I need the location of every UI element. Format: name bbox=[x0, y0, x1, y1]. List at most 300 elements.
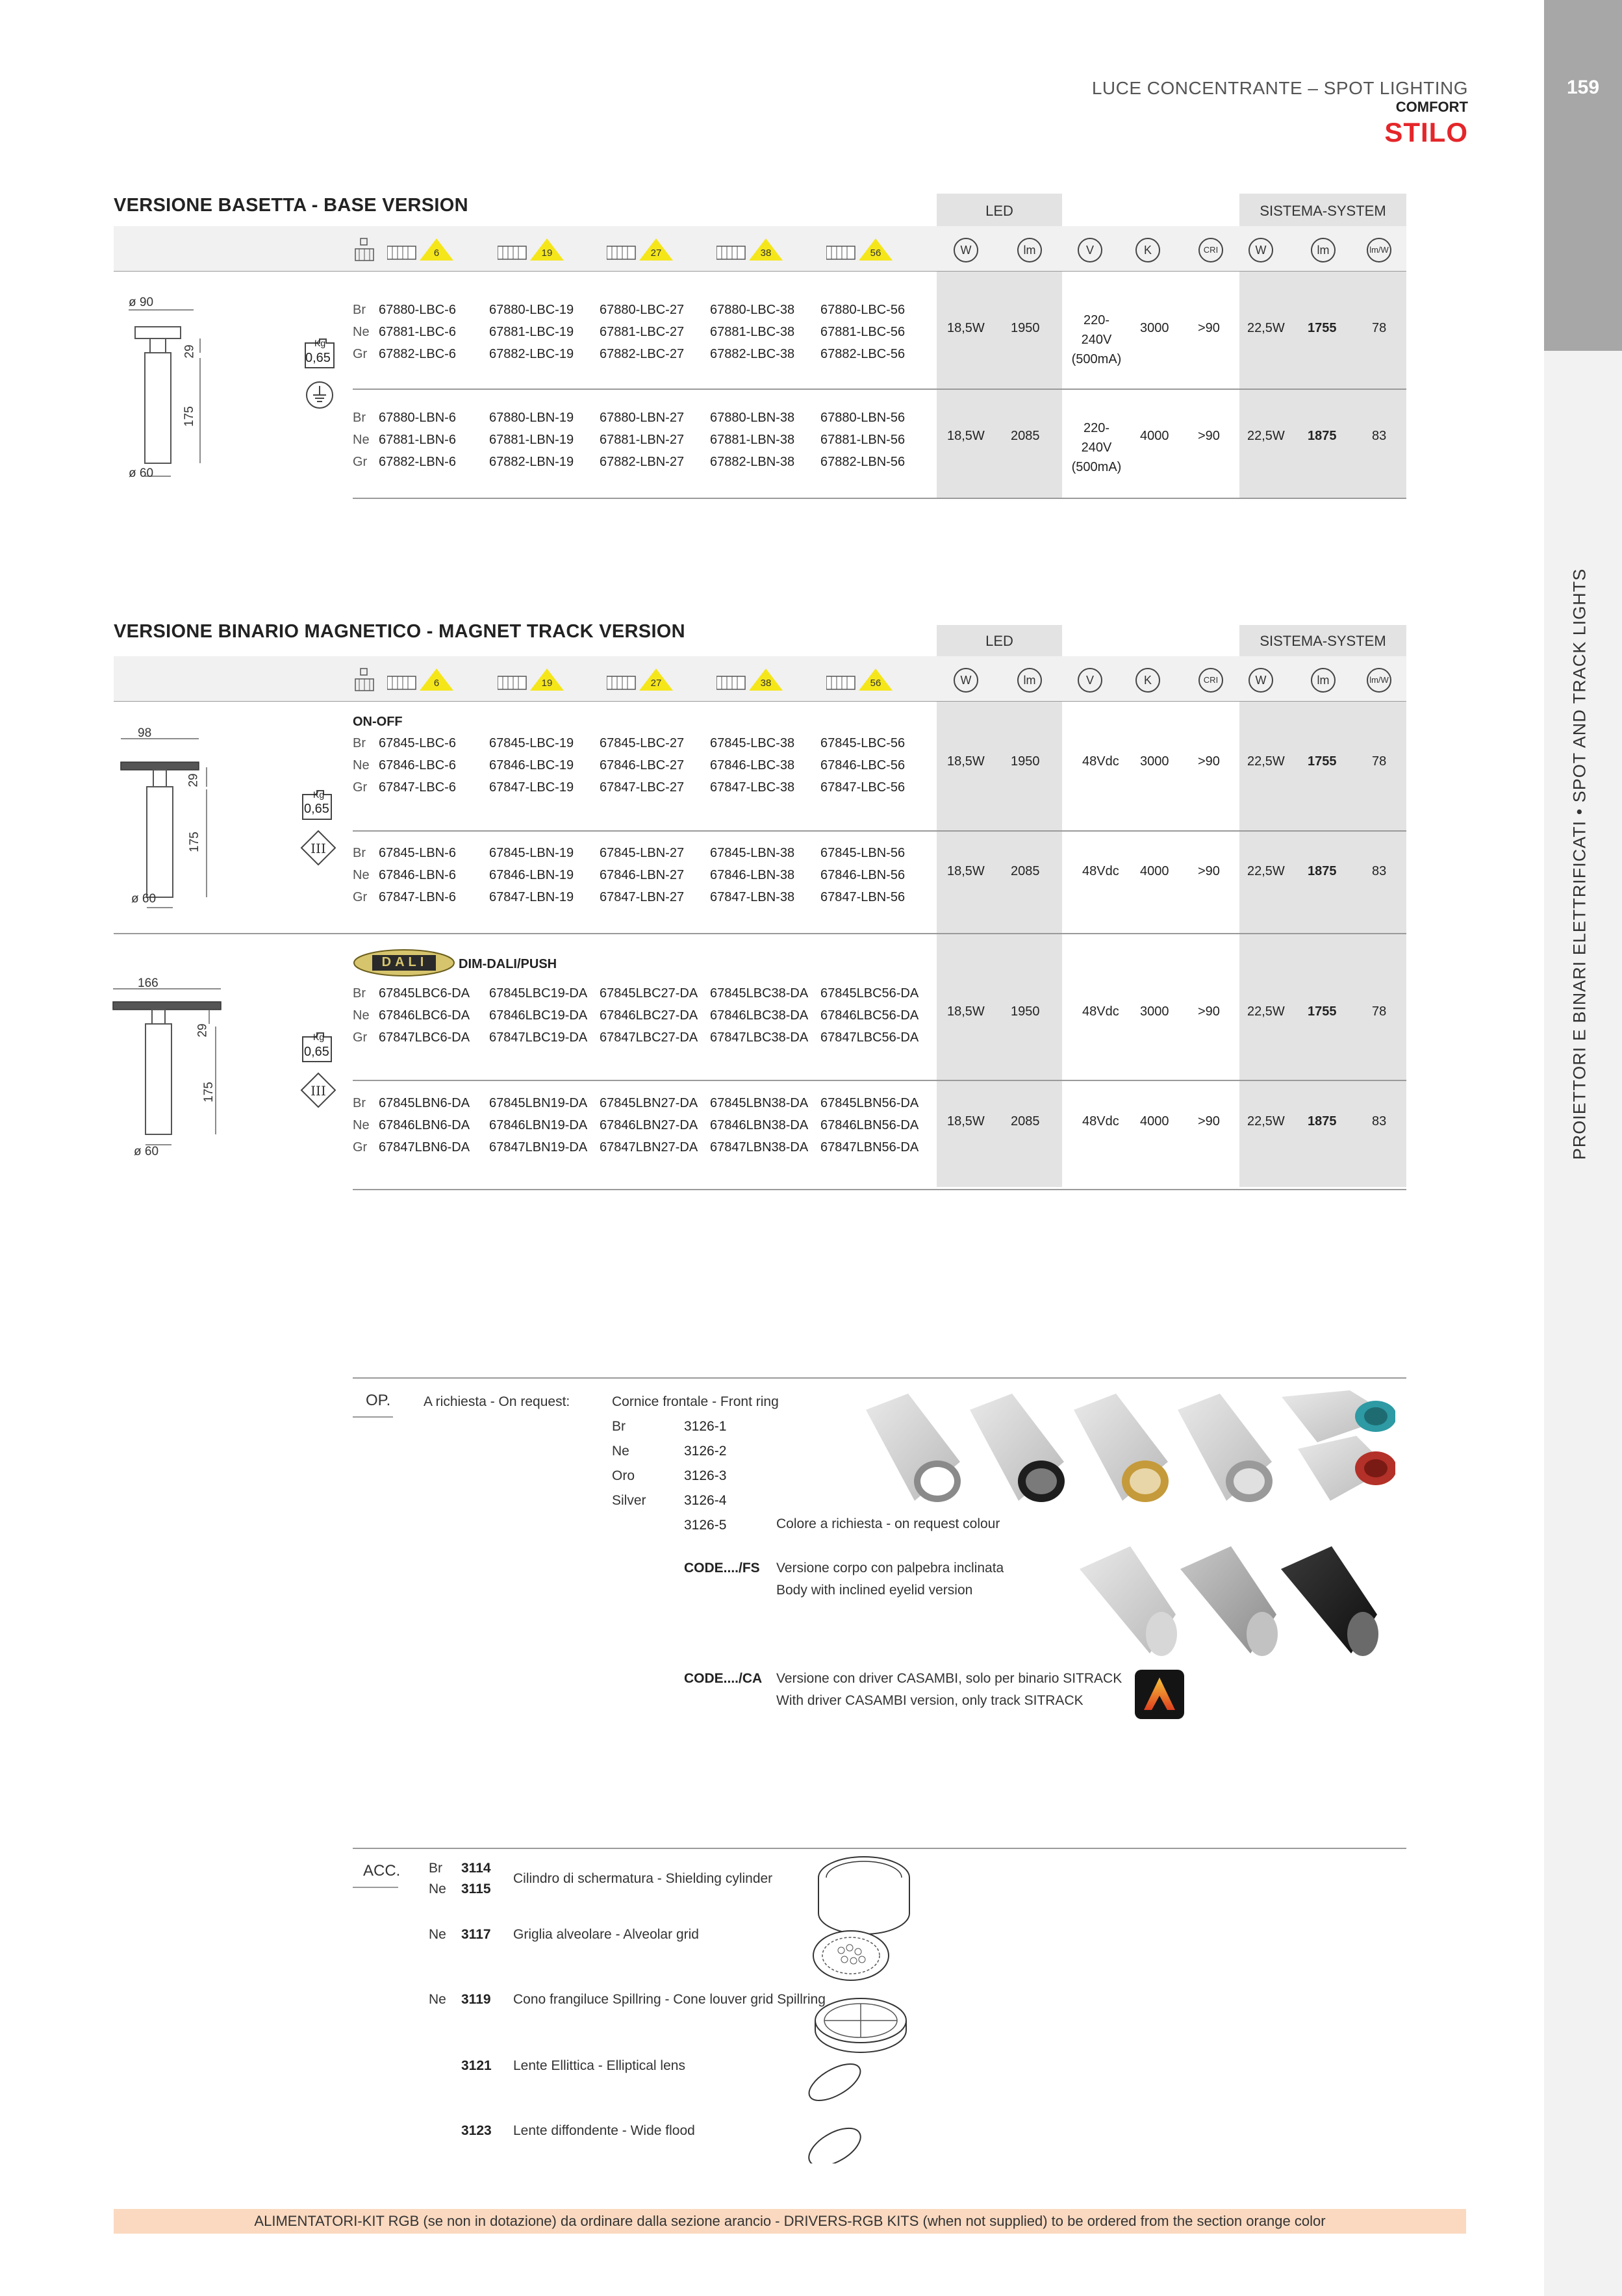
product-code: 67845-LBN-19 bbox=[489, 846, 574, 860]
product-code: 67846-LBC-56 bbox=[820, 758, 906, 772]
beam-angle-19 bbox=[498, 237, 576, 263]
code-row bbox=[353, 1027, 931, 1049]
options-tag: OP. bbox=[366, 1392, 391, 1409]
svg-text:III: III bbox=[310, 841, 326, 856]
system-header: SISTEMA-SYSTEM bbox=[1260, 203, 1386, 219]
code-row bbox=[353, 776, 931, 798]
voltage-value: 48Vdc bbox=[1082, 1114, 1119, 1129]
track-section-title: VERSIONE BINARIO MAGNETICO - MAGNET TRACK VERSION bbox=[114, 621, 685, 642]
beam-angle-6 bbox=[387, 667, 465, 693]
product-code: 67846LBC38-DA bbox=[710, 1008, 809, 1023]
finish-label: Gr bbox=[353, 780, 368, 795]
side-bar-tab bbox=[1544, 0, 1622, 351]
product-code: 67882-LBC-27 bbox=[600, 347, 685, 361]
product-code: 67847LBN6-DA bbox=[379, 1140, 470, 1154]
accessory-code: 3114 bbox=[461, 1861, 491, 1876]
voltage-value: 48Vdc bbox=[1082, 754, 1119, 769]
product-code: 67882-LBN-56 bbox=[820, 455, 906, 469]
finish-label: Ne bbox=[353, 433, 370, 447]
product-code: 67847LBC38-DA bbox=[710, 1030, 809, 1045]
system-lumen-value: 1875 bbox=[1308, 864, 1337, 878]
beam-angle-label: 56 bbox=[870, 248, 881, 259]
lumen-value: 2085 bbox=[1011, 1114, 1040, 1129]
system-power-value: 22,5W bbox=[1247, 754, 1285, 769]
kelvin-icon: K bbox=[1135, 668, 1160, 693]
track-dali-dim-width: 166 bbox=[138, 976, 158, 990]
product-code: 67880-LBN-6 bbox=[379, 411, 456, 425]
system-power-value: 22,5W bbox=[1247, 864, 1285, 878]
beam-angle-label: 27 bbox=[650, 678, 662, 689]
product-code: 67847LBC56-DA bbox=[820, 1030, 919, 1045]
beam-angle-27 bbox=[607, 237, 685, 263]
track-dali-weight: 0,65 bbox=[304, 1045, 329, 1059]
finish-label: Br bbox=[353, 1096, 366, 1110]
system-lumen-icon: lm bbox=[1311, 238, 1336, 262]
product-code: 67845LBC38-DA bbox=[710, 986, 809, 1001]
product-code: 67845LBN56-DA bbox=[820, 1096, 919, 1110]
system-header-2: SISTEMA-SYSTEM bbox=[1260, 633, 1386, 649]
track-dim-h2: 175 bbox=[187, 832, 201, 852]
product-code: 67882-LBN-6 bbox=[379, 455, 456, 469]
code-row bbox=[353, 299, 931, 321]
voltage-value bbox=[1071, 311, 1122, 369]
product-codes bbox=[353, 299, 931, 365]
product-code: 67881-LBN-56 bbox=[820, 433, 906, 447]
code-row bbox=[353, 343, 931, 365]
group-divider bbox=[353, 389, 1406, 390]
base-dim-diameter-top: ø 90 bbox=[129, 296, 154, 309]
ca-text-it: Versione con driver CASAMBI, solo per binario SITRACK bbox=[776, 1671, 1122, 1686]
system-lumen-value: 1755 bbox=[1308, 754, 1337, 769]
product-code: 67881-LBN-6 bbox=[379, 433, 456, 447]
lamp-symbol-icon bbox=[353, 237, 379, 266]
efficacy-value: 78 bbox=[1372, 754, 1387, 769]
product-code: 67846-LBC-19 bbox=[489, 758, 574, 772]
lumen-value: 1950 bbox=[1011, 1004, 1040, 1019]
cri-value: >90 bbox=[1198, 754, 1220, 769]
side-label: PROIETTORI E BINARI ELETTRIFICATI • SPOT AND TRACK LIGHTS bbox=[1569, 568, 1590, 1160]
product-code: 67846LBN27-DA bbox=[600, 1118, 698, 1132]
accessory-label: Cono frangiluce Spillring - Cone louver grid Spillring bbox=[513, 1992, 826, 2007]
on-request-label: A richiesta - On request: bbox=[424, 1394, 570, 1409]
product-code: 67882-LBC-6 bbox=[379, 347, 456, 361]
finish-label: Gr bbox=[353, 890, 368, 904]
product-code: 67882-LBN-19 bbox=[489, 455, 574, 469]
lumen-value: 1950 bbox=[1011, 754, 1040, 769]
product-code: 67846-LBN-6 bbox=[379, 868, 456, 882]
product-code: 67847LBN19-DA bbox=[489, 1140, 588, 1154]
product-code: 67847-LBC-38 bbox=[710, 780, 795, 795]
system-lumen-value: 1755 bbox=[1308, 1004, 1337, 1019]
system-column-bg-2 bbox=[1239, 625, 1406, 1187]
product-code: 67882-LBN-27 bbox=[600, 455, 685, 469]
options-divider bbox=[353, 1377, 1406, 1379]
product-code: 67880-LBC-56 bbox=[820, 303, 906, 317]
line-heading: COMFORT bbox=[1395, 99, 1468, 115]
fs-text-it: Versione corpo con palpebra inclinata bbox=[776, 1561, 1004, 1575]
accessory-label: Cilindro di schermatura - Shielding cylinder bbox=[513, 1871, 773, 1886]
kelvin-icon: K bbox=[1135, 238, 1160, 262]
voltage-value bbox=[1071, 418, 1122, 477]
finish-label: Ne bbox=[353, 868, 370, 882]
voltage-range: 220-240V bbox=[1081, 313, 1112, 347]
system-lumen-value: 1875 bbox=[1308, 1114, 1337, 1129]
track-dim-width: 98 bbox=[138, 726, 152, 740]
code-row bbox=[353, 982, 931, 1004]
base-dim-diameter-bottom: ø 60 bbox=[129, 466, 154, 480]
accessory-finish: Ne bbox=[429, 1881, 446, 1896]
product-code: 67845LBC27-DA bbox=[600, 986, 698, 1001]
accessory-code: 3119 bbox=[461, 1992, 491, 2007]
watt-icon: W bbox=[954, 668, 978, 693]
product-code: 67847LBC19-DA bbox=[489, 1030, 588, 1045]
group-divider bbox=[353, 830, 1406, 832]
product-code: 67847-LBN-56 bbox=[820, 890, 906, 904]
beam-angle-label: 38 bbox=[760, 678, 772, 689]
code-row bbox=[353, 429, 931, 451]
power-value: 18,5W bbox=[947, 864, 985, 878]
product-code: 67881-LBC-38 bbox=[710, 325, 795, 339]
ring-code: 3126-1 bbox=[684, 1419, 727, 1434]
efficacy-icon: lm/W bbox=[1367, 668, 1391, 693]
dali-badge-text: DALI bbox=[381, 955, 428, 969]
finish-label: Br bbox=[353, 846, 366, 860]
product-code: 67847-LBN-19 bbox=[489, 890, 574, 904]
product-code: 67846-LBC-27 bbox=[600, 758, 685, 772]
product-codes bbox=[353, 842, 931, 908]
product-code: 67847LBN56-DA bbox=[820, 1140, 919, 1154]
base-lamp-drawing bbox=[116, 296, 207, 491]
track-lamp-drawing bbox=[116, 724, 220, 919]
finish-label: Gr bbox=[353, 455, 368, 469]
beam-angle-label: 6 bbox=[433, 248, 440, 259]
cri-icon: CRI bbox=[1198, 668, 1223, 693]
finish-label: Gr bbox=[353, 1140, 368, 1154]
voltage-current: (500mA) bbox=[1071, 352, 1122, 366]
finish-label: Br bbox=[353, 411, 366, 425]
efficacy-icon: lm/W bbox=[1367, 238, 1391, 262]
category-heading: LUCE CONCENTRANTE – SPOT LIGHTING bbox=[1091, 78, 1468, 98]
code-row bbox=[353, 732, 931, 754]
system-power-value: 22,5W bbox=[1247, 1004, 1285, 1019]
product-code: 67846LBC6-DA bbox=[379, 1008, 470, 1023]
group-divider bbox=[353, 1189, 1406, 1190]
product-code: 67882-LBC-56 bbox=[820, 347, 906, 361]
ring-finish: Oro bbox=[612, 1468, 635, 1483]
beam-angle-label: 27 bbox=[650, 248, 662, 259]
svg-text:III: III bbox=[310, 1083, 326, 1099]
group-divider bbox=[353, 498, 1406, 499]
product-code: 67881-LBN-27 bbox=[600, 433, 685, 447]
code-row bbox=[353, 321, 931, 343]
product-code: 67846-LBC-38 bbox=[710, 758, 795, 772]
code-row bbox=[353, 1136, 931, 1158]
product-code: 67846LBN56-DA bbox=[820, 1118, 919, 1132]
product-code: 67845-LBC-38 bbox=[710, 736, 795, 750]
code-row bbox=[353, 886, 931, 908]
beam-angle-label: 6 bbox=[433, 678, 440, 689]
product-code: 67846LBC56-DA bbox=[820, 1008, 919, 1023]
product-code: 67847-LBN-38 bbox=[710, 890, 795, 904]
cri-icon: CRI bbox=[1198, 238, 1223, 262]
product-code: 67880-LBN-38 bbox=[710, 411, 795, 425]
product-code: 67846LBC19-DA bbox=[489, 1008, 588, 1023]
cri-value: >90 bbox=[1198, 1114, 1220, 1129]
code-row bbox=[353, 1114, 931, 1136]
product-code: 67846LBN19-DA bbox=[489, 1118, 588, 1132]
product-code: 67845LBN19-DA bbox=[489, 1096, 588, 1110]
product-code: 67847-LBC-56 bbox=[820, 780, 906, 795]
product-name: STILO bbox=[1384, 117, 1468, 147]
ca-code: CODE..../CA bbox=[684, 1671, 763, 1686]
power-value: 18,5W bbox=[947, 1114, 985, 1129]
product-code: 67845-LBN-27 bbox=[600, 846, 685, 860]
product-code: 67847-LBC-19 bbox=[489, 780, 574, 795]
code-row bbox=[353, 842, 931, 864]
led-header-2: LED bbox=[985, 633, 1013, 649]
product-code: 67882-LBC-19 bbox=[489, 347, 574, 361]
beam-angle-27 bbox=[607, 667, 685, 693]
product-code: 67882-LBN-38 bbox=[710, 455, 795, 469]
beam-angle-38 bbox=[716, 237, 794, 263]
beam-angle-label: 56 bbox=[870, 678, 881, 689]
accessory-finish: Ne bbox=[429, 1927, 446, 1942]
product-code: 67880-LBN-56 bbox=[820, 411, 906, 425]
accessories-tag: ACC. bbox=[363, 1862, 401, 1880]
base-dim-h2: 175 bbox=[182, 406, 196, 427]
product-code: 67846-LBN-27 bbox=[600, 868, 685, 882]
system-lumen-icon: lm bbox=[1311, 668, 1336, 693]
product-code: 67847LBN38-DA bbox=[710, 1140, 809, 1154]
accessory-images bbox=[805, 1852, 922, 2163]
ring-code: 3126-5 bbox=[684, 1518, 727, 1533]
product-code: 67845LBN6-DA bbox=[379, 1096, 470, 1110]
code-row bbox=[353, 754, 931, 776]
beam-angle-56 bbox=[826, 237, 904, 263]
lumen-icon: lm bbox=[1017, 238, 1042, 262]
product-codes bbox=[353, 982, 931, 1049]
front-ring-title: Cornice frontale - Front ring bbox=[612, 1394, 779, 1409]
product-code: 67845-LBN-38 bbox=[710, 846, 795, 860]
fs-text-en: Body with inclined eyelid version bbox=[776, 1583, 973, 1598]
kelvin-value: 3000 bbox=[1140, 1004, 1169, 1019]
beam-angle-label: 19 bbox=[541, 678, 553, 689]
product-code: 67880-LBC-19 bbox=[489, 303, 574, 317]
weight-icon bbox=[300, 338, 339, 409]
cri-value: >90 bbox=[1198, 429, 1220, 443]
accessory-code: 3121 bbox=[461, 2058, 492, 2073]
product-code: 67846-LBC-6 bbox=[379, 758, 456, 772]
finish-label: Ne bbox=[353, 1008, 370, 1023]
efficacy-value: 78 bbox=[1372, 1004, 1387, 1019]
kelvin-value: 4000 bbox=[1140, 864, 1169, 878]
finish-label: Gr bbox=[353, 1030, 368, 1045]
casambi-icon bbox=[1134, 1668, 1185, 1720]
finish-label: Gr bbox=[353, 347, 368, 361]
track-dali-weight-unit: Kg bbox=[313, 1032, 325, 1042]
product-code: 67881-LBN-19 bbox=[489, 433, 574, 447]
ring-code: 3126-4 bbox=[684, 1493, 727, 1508]
group-divider bbox=[353, 1080, 1406, 1081]
product-code: 67882-LBC-38 bbox=[710, 347, 795, 361]
accessory-code: 3123 bbox=[461, 2123, 492, 2138]
track-dali-dim-h2: 175 bbox=[201, 1082, 216, 1103]
power-value: 18,5W bbox=[947, 754, 985, 769]
beam-angle-label: 38 bbox=[760, 248, 772, 259]
track-dim-diameter: ø 60 bbox=[131, 892, 157, 906]
ring-code: 3126-3 bbox=[684, 1468, 727, 1483]
code-row bbox=[353, 1004, 931, 1027]
kelvin-value: 4000 bbox=[1140, 1114, 1169, 1129]
product-code: 67846-LBN-19 bbox=[489, 868, 574, 882]
kelvin-value: 3000 bbox=[1140, 754, 1169, 769]
volt-icon: V bbox=[1078, 668, 1102, 693]
lumen-value: 2085 bbox=[1011, 864, 1040, 878]
base-weight-unit: Kg bbox=[314, 338, 326, 348]
voltage-range: 220-240V bbox=[1081, 421, 1112, 455]
system-lumen-value: 1755 bbox=[1308, 321, 1337, 335]
voltage-value: 48Vdc bbox=[1082, 864, 1119, 878]
beam-angle-56 bbox=[826, 667, 904, 693]
product-code: 67881-LBC-27 bbox=[600, 325, 685, 339]
product-code: 67880-LBN-19 bbox=[489, 411, 574, 425]
efficacy-value: 83 bbox=[1372, 864, 1387, 878]
power-value: 18,5W bbox=[947, 321, 985, 335]
product-codes bbox=[353, 732, 931, 798]
efficacy-value: 83 bbox=[1372, 1114, 1387, 1129]
system-lumen-value: 1875 bbox=[1308, 429, 1337, 443]
product-code: 67847LBN27-DA bbox=[600, 1140, 698, 1154]
product-code: 67881-LBC-19 bbox=[489, 325, 574, 339]
system-power-value: 22,5W bbox=[1247, 429, 1285, 443]
product-code: 67847-LBN-6 bbox=[379, 890, 456, 904]
track-dali-dim-diameter: ø 60 bbox=[134, 1145, 159, 1158]
code-row bbox=[353, 451, 931, 473]
product-code: 67880-LBC-27 bbox=[600, 303, 685, 317]
inclined-eyelid-images bbox=[1078, 1543, 1390, 1660]
product-code: 67846-LBN-56 bbox=[820, 868, 906, 882]
track-dali-lamp-drawing bbox=[112, 975, 242, 1169]
ring-finish: Br bbox=[612, 1419, 626, 1434]
voltage-value: 48Vdc bbox=[1082, 1004, 1119, 1019]
system-power-value: 22,5W bbox=[1247, 321, 1285, 335]
system-watt-icon: W bbox=[1248, 238, 1273, 262]
product-code: 67846LBN38-DA bbox=[710, 1118, 809, 1132]
ca-text-en: With driver CASAMBI version, only track SITRACK bbox=[776, 1693, 1083, 1708]
product-code: 67847-LBC-6 bbox=[379, 780, 456, 795]
product-code: 67847LBC27-DA bbox=[600, 1030, 698, 1045]
efficacy-value: 78 bbox=[1372, 321, 1387, 335]
track-weight-unit: Kg bbox=[313, 789, 325, 800]
ring-finish: Silver bbox=[612, 1493, 646, 1508]
beam-angle-6 bbox=[387, 237, 465, 263]
beam-angle-19 bbox=[498, 667, 576, 693]
product-code: 67845LBC6-DA bbox=[379, 986, 470, 1001]
system-watt-icon: W bbox=[1248, 668, 1273, 693]
accessory-finish: Br bbox=[429, 1861, 442, 1876]
product-code: 67881-LBC-56 bbox=[820, 325, 906, 339]
base-weight: 0,65 bbox=[305, 351, 331, 365]
finish-label: Br bbox=[353, 303, 366, 317]
code-row bbox=[353, 407, 931, 429]
accessory-finish: Ne bbox=[429, 1992, 446, 2007]
beam-angle-label: 19 bbox=[541, 248, 553, 259]
accessory-code: 3117 bbox=[461, 1927, 491, 1942]
onoff-label: ON-OFF bbox=[353, 715, 403, 729]
volt-icon: V bbox=[1078, 238, 1102, 262]
code-row bbox=[353, 864, 931, 886]
product-code: 67847-LBN-27 bbox=[600, 890, 685, 904]
finish-label: Br bbox=[353, 986, 366, 1001]
led-header: LED bbox=[985, 203, 1013, 219]
product-codes bbox=[353, 407, 931, 473]
group-divider bbox=[353, 933, 1406, 934]
lumen-value: 2085 bbox=[1011, 429, 1040, 443]
product-code: 67846LBC27-DA bbox=[600, 1008, 698, 1023]
beam-angle-38 bbox=[716, 667, 794, 693]
ring-code: 3126-2 bbox=[684, 1444, 727, 1459]
accessories-divider bbox=[353, 1848, 1406, 1849]
page-number: 159 bbox=[1566, 77, 1600, 98]
product-code: 67845LBN38-DA bbox=[710, 1096, 809, 1110]
accessory-code: 3115 bbox=[461, 1881, 491, 1896]
accessory-label: Griglia alveolare - Alveolar grid bbox=[513, 1927, 699, 1942]
efficacy-value: 83 bbox=[1372, 429, 1387, 443]
lamp-symbol-icon bbox=[353, 667, 379, 696]
product-code: 67880-LBC-38 bbox=[710, 303, 795, 317]
product-code: 67846LBN6-DA bbox=[379, 1118, 470, 1132]
track-dali-dim-h1: 29 bbox=[196, 1023, 210, 1038]
base-section-title: VERSIONE BASETTA - BASE VERSION bbox=[114, 195, 468, 216]
product-code: 67845LBN27-DA bbox=[600, 1096, 698, 1110]
kelvin-value: 3000 bbox=[1140, 321, 1169, 335]
track-dim-h1: 29 bbox=[186, 773, 201, 787]
cri-value: >90 bbox=[1198, 1004, 1220, 1019]
system-power-value: 22,5W bbox=[1247, 1114, 1285, 1129]
product-codes bbox=[353, 1092, 931, 1158]
finish-label: Br bbox=[353, 736, 366, 750]
product-code: 67845-LBC-19 bbox=[489, 736, 574, 750]
product-code: 67845-LBN-56 bbox=[820, 846, 906, 860]
led-column-bg-2 bbox=[937, 625, 1062, 1187]
front-ring-images bbox=[863, 1390, 1395, 1507]
track-weight: 0,65 bbox=[304, 802, 329, 816]
code-row bbox=[353, 1092, 931, 1114]
product-code: 67881-LBC-6 bbox=[379, 325, 456, 339]
product-code: 67881-LBN-38 bbox=[710, 433, 795, 447]
product-code: 67845-LBN-6 bbox=[379, 846, 456, 860]
base-dim-h1: 29 bbox=[183, 344, 197, 359]
cri-value: >90 bbox=[1198, 864, 1220, 878]
voltage-current: (500mA) bbox=[1071, 460, 1122, 474]
cri-value: >90 bbox=[1198, 321, 1220, 335]
dali-label: DIM-DALI/PUSH bbox=[459, 957, 557, 971]
product-code: 67847LBC6-DA bbox=[379, 1030, 470, 1045]
product-code: 67846-LBN-38 bbox=[710, 868, 795, 882]
power-value: 18,5W bbox=[947, 1004, 985, 1019]
ring-colour-note: Colore a richiesta - on request colour bbox=[776, 1516, 1000, 1531]
watt-icon: W bbox=[954, 238, 978, 262]
product-code: 67845LBC56-DA bbox=[820, 986, 919, 1001]
fs-code: CODE..../FS bbox=[684, 1561, 760, 1575]
product-code: 67845-LBC-6 bbox=[379, 736, 456, 750]
finish-label: Ne bbox=[353, 325, 370, 339]
lumen-icon: lm bbox=[1017, 668, 1042, 693]
power-value: 18,5W bbox=[947, 429, 985, 443]
product-code: 67845-LBC-56 bbox=[820, 736, 906, 750]
product-code: 67845LBC19-DA bbox=[489, 986, 588, 1001]
ring-finish: Ne bbox=[612, 1444, 629, 1459]
